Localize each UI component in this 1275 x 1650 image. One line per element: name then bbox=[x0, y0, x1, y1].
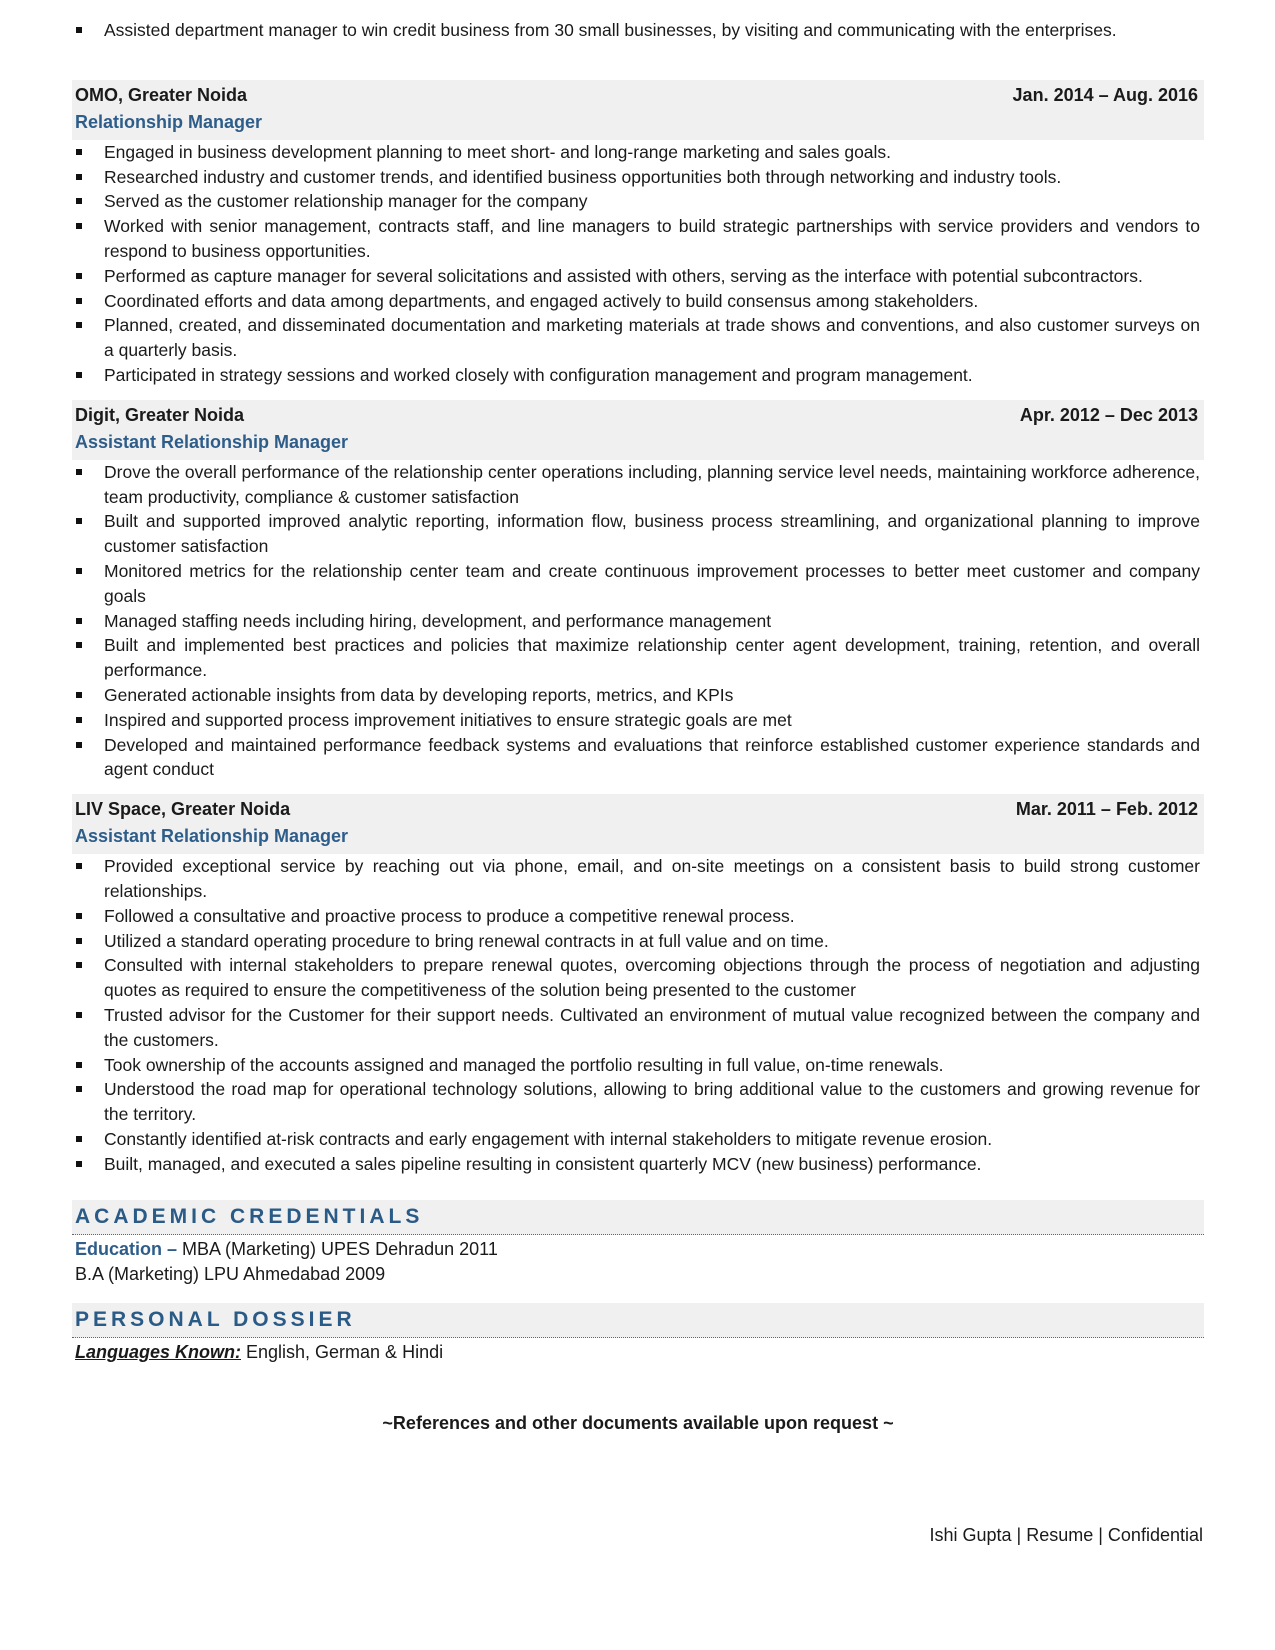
bullet-item: Generated actionable insights from data by developing reports, metrics, and KPIs bbox=[72, 683, 1200, 708]
bullet-item: Provided exceptional service by reaching out via phone, email, and on-site meetings on a consistent basis to build strong customer relationships. bbox=[72, 854, 1200, 904]
bullet-item: Built, managed, and executed a sales pipeline resulting in consistent quarterly MCV (new business) performance. bbox=[72, 1152, 1200, 1177]
company-name: LIV Space, Greater Noida bbox=[75, 799, 291, 820]
education-line-2: B.A (Marketing) LPU Ahmedabad 2009 bbox=[75, 1264, 386, 1285]
languages-label: Languages Known: bbox=[75, 1342, 241, 1363]
bullet-item: Assisted department manager to win credit business from 30 small businesses, by visiting and communicating with the enterprises. bbox=[72, 18, 1200, 43]
bullet-item: Took ownership of the accounts assigned and managed the portfolio resulting in full value, on-time renewals. bbox=[72, 1053, 1200, 1078]
bullet-item: Understood the road map for operational technology solutions, allowing to bring additional value to the customers and growing revenue for the territory. bbox=[72, 1077, 1200, 1127]
bullet-item: Engaged in business development planning to meet short- and long-range marketing and sales goals. bbox=[72, 140, 1200, 165]
bullet-item: Consulted with internal stakeholders to prepare renewal quotes, overcoming objections through the process of negotiation and adjusting quotes as required to ensure the competitiveness of the solution being presented to the customer bbox=[72, 953, 1200, 1003]
job-role: Relationship Manager bbox=[75, 111, 263, 132]
job-livspace bbox=[72, 794, 1204, 1176]
bullet-item: Built and supported improved analytic reporting, information flow, business process streamlining, and organizational planning to improve customer satisfaction bbox=[72, 509, 1200, 559]
job-digit bbox=[72, 400, 1204, 782]
job-bullets bbox=[72, 854, 1204, 1176]
bullet-item: Built and implemented best practices and policies that maximize relationship center agent development, training, retention, and overall performance. bbox=[72, 633, 1200, 683]
bullet-item: Constantly identified at-risk contracts and early engagement with internal stakeholders to mitigate revenue erosion. bbox=[72, 1127, 1200, 1152]
bullet-item: Worked with senior management, contracts staff, and line managers to build strategic partnerships with service providers and vendors to respond to business opportunities. bbox=[72, 214, 1200, 264]
education-degree: MBA (Marketing) UPES Dehradun 2011 bbox=[177, 1239, 498, 1260]
bullet-item: Coordinated efforts and data among departments, and engaged actively to build consensus among stakeholders. bbox=[72, 289, 1200, 314]
job-bullets bbox=[72, 460, 1204, 782]
job-dates: Apr. 2012 – Dec 2013 bbox=[1019, 404, 1198, 425]
closing-note: ~References and other documents available upon request ~ bbox=[382, 1413, 894, 1434]
bullet-item: Participated in strategy sessions and worked closely with configuration management and program management. bbox=[72, 363, 1200, 388]
page-footer: Ishi Gupta | Resume | Confidential bbox=[929, 1525, 1203, 1545]
bullet-item: Managed staffing needs including hiring, development, and performance management bbox=[72, 609, 1200, 634]
job-omo bbox=[72, 80, 1204, 388]
company-name: OMO, Greater Noida bbox=[75, 84, 248, 105]
job-header bbox=[72, 794, 1204, 854]
section-heading-personal: PERSONAL DOSSIER bbox=[72, 1303, 1204, 1338]
bullet-item: Monitored metrics for the relationship center team and create continuous improvement processes to better meet customer and company goals bbox=[72, 559, 1200, 609]
bullet-item: Utilized a standard operating procedure to bring renewal contracts in at full value and on time. bbox=[72, 929, 1200, 954]
job-dates: Jan. 2014 – Aug. 2016 bbox=[1012, 84, 1198, 105]
section-heading-academic: ACADEMIC CREDENTIALS bbox=[72, 1200, 1204, 1235]
bullet-item: Developed and maintained performance feedback systems and evaluations that reinforce established customer experience standards and agent conduct bbox=[72, 733, 1200, 783]
job-dates: Mar. 2011 – Feb. 2012 bbox=[1015, 799, 1198, 820]
bullet-item: Served as the customer relationship manager for the company bbox=[72, 189, 1200, 214]
bullet-item: Followed a consultative and proactive process to produce a competitive renewal process. bbox=[72, 904, 1200, 929]
languages-line bbox=[72, 1340, 1204, 1365]
resume-page bbox=[72, 18, 1204, 1434]
bullet-item: Performed as capture manager for several solicitations and assisted with others, serving as the interface with potential subcontractors. bbox=[72, 264, 1200, 289]
bullet-item: Trusted advisor for the Customer for their support needs. Cultivated an environment of mutual value recognized between the company and the customers. bbox=[72, 1003, 1200, 1053]
languages-value: English, German & Hindi bbox=[241, 1342, 444, 1363]
bullet-item: Planned, created, and disseminated documentation and marketing materials at trade shows and conventions, and also customer surveys on a quarterly basis. bbox=[72, 313, 1200, 363]
job-header bbox=[72, 400, 1204, 460]
bullet-item: Researched industry and customer trends, and identified business opportunities both through networking and industry tools. bbox=[72, 165, 1200, 190]
job-role: Assistant Relationship Manager bbox=[75, 431, 349, 452]
company-name: Digit, Greater Noida bbox=[75, 404, 245, 425]
job-header bbox=[72, 80, 1204, 140]
previous-job-bullets bbox=[72, 18, 1204, 43]
job-role: Assistant Relationship Manager bbox=[75, 826, 349, 847]
education-label: Education – bbox=[75, 1239, 178, 1260]
bullet-item: Inspired and supported process improvement initiatives to ensure strategic goals are met bbox=[72, 708, 1200, 733]
education-line bbox=[72, 1237, 1204, 1262]
bullet-item: Drove the overall performance of the relationship center operations including, planning service level needs, maintaining workforce adherence, team productivity, compliance & customer satisfaction bbox=[72, 460, 1200, 510]
job-bullets bbox=[72, 140, 1204, 388]
